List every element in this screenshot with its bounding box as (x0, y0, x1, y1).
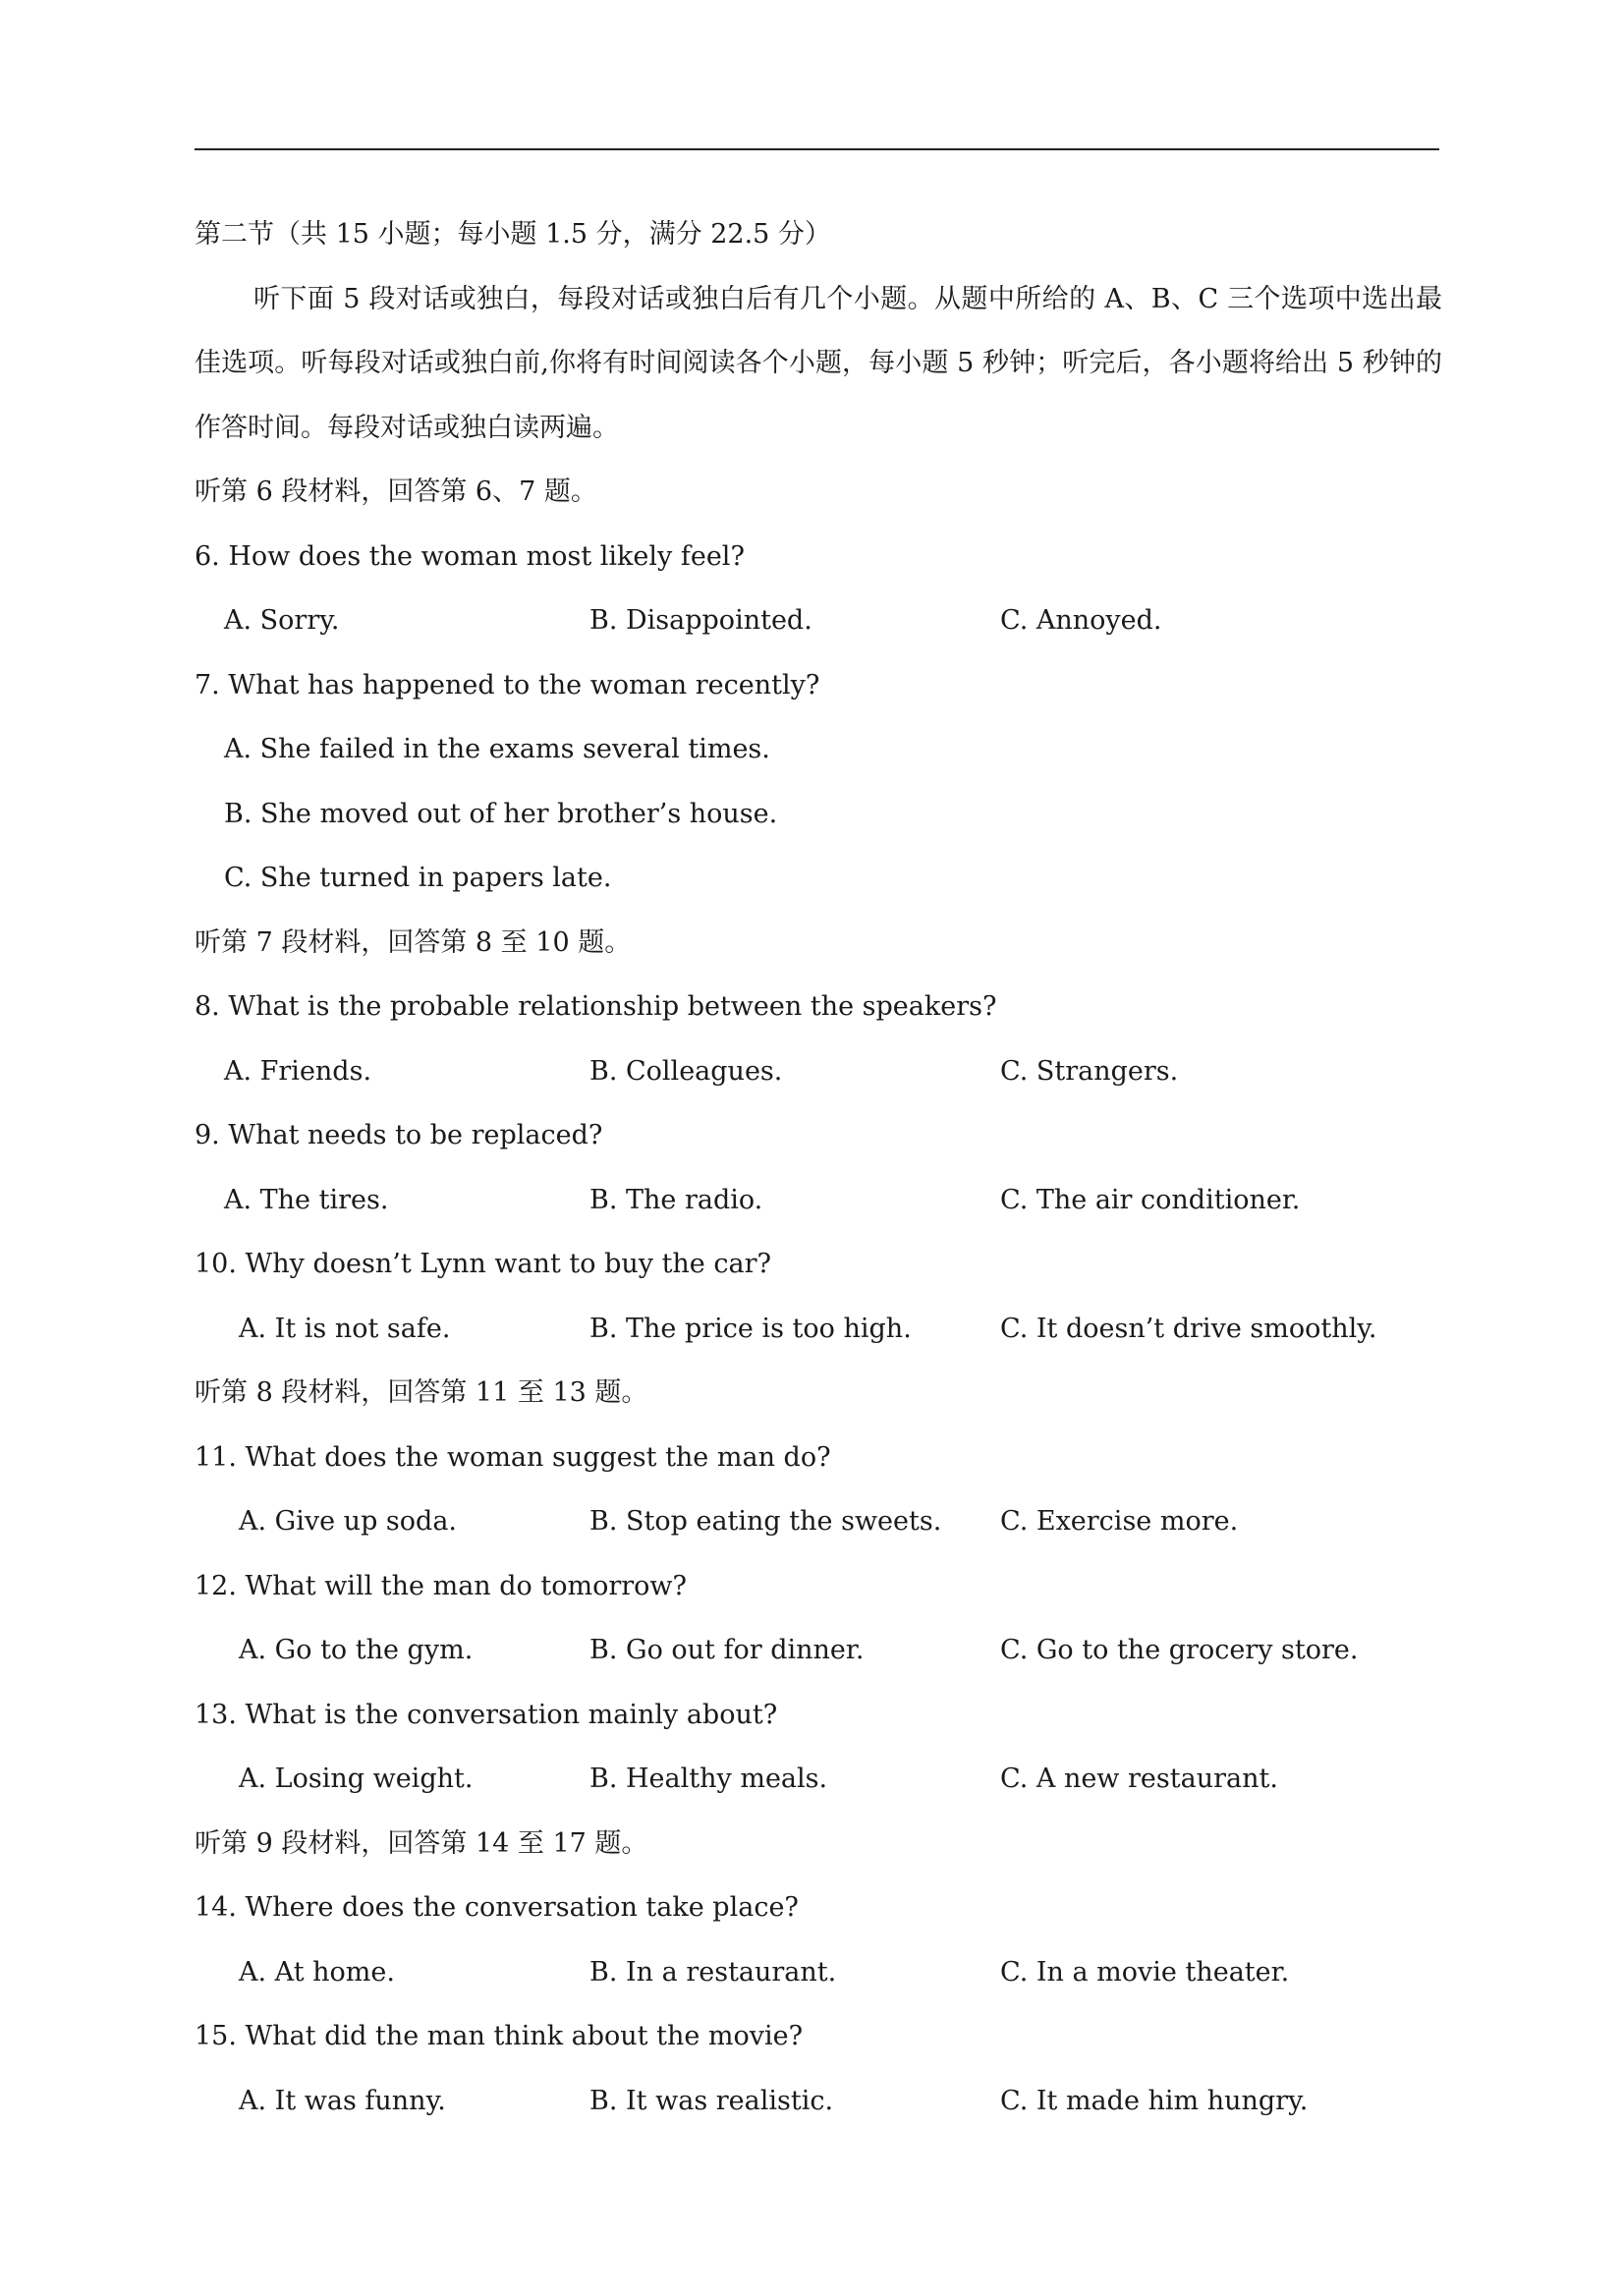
question-options (195, 1489, 1442, 1554)
option-a: A. She failed in the exams several times. (224, 734, 770, 764)
option-b: B. The price is too high. (589, 1313, 912, 1344)
question-stem: 12. What will the man do tomorrow? (195, 1570, 688, 1601)
option-b: B. Healthy meals. (589, 1764, 828, 1794)
option-c: C. A new restaurant. (1000, 1764, 1278, 1794)
question-options (195, 588, 1442, 653)
option-b: B. The radio. (589, 1184, 763, 1215)
option-a: A. Losing weight. (239, 1764, 474, 1794)
option-c: C. Annoyed. (1000, 605, 1162, 636)
option-a: A. At home. (239, 1956, 395, 1988)
group-header: 听第 9 段材料，回答第 14 至 17 题。 (195, 1827, 648, 1859)
option-c: C. In a movie theater. (1000, 1956, 1290, 1988)
group-header: 听第 8 段材料，回答第 11 至 13 题。 (195, 1377, 648, 1408)
question-options (195, 1747, 1442, 1812)
option-c: C. It doesn’t drive smoothly. (1000, 1313, 1377, 1344)
option-a: A. It is not safe. (239, 1313, 451, 1344)
question-options (195, 2069, 1442, 2134)
option-a: A. Sorry. (224, 605, 340, 636)
option-b: B. Colleagues. (589, 1055, 783, 1087)
question-stem: 11. What does the woman suggest the man do? (195, 1441, 831, 1473)
question-options (195, 1618, 1442, 1683)
option-b: B. Stop eating the sweets. (589, 1506, 942, 1537)
listening-section (195, 202, 1442, 2133)
group-header: 听第 7 段材料，回答第 8 至 10 题。 (195, 926, 632, 958)
header-rule (195, 148, 1439, 150)
section-instructions: 听下面 5 段对话或独白，每段对话或独白后有几个小题。从题中所给的 A、B、C 三个选项中选出最佳选项。听每段对话或独白前,你将有时间阅读各个小题，每小题 5 秒钟；听完后，各小题将给出 5 秒钟的作答时间。每段对话或独白读两遍。 (195, 283, 1442, 443)
option-a: A. Friends. (224, 1055, 372, 1087)
option-a: A. Go to the gym. (239, 1635, 474, 1665)
option-a: A. Give up soda. (239, 1506, 458, 1537)
question-stem: 13. What is the conversation mainly about? (195, 1699, 778, 1730)
question-stem: 7. What has happened to the woman recently? (195, 669, 820, 700)
option-c: C. Go to the grocery store. (1000, 1635, 1359, 1665)
option-a: A. The tires. (224, 1184, 389, 1215)
question-stem: 6. How does the woman most likely feel? (195, 540, 745, 572)
option-b: B. She moved out of her brother’s house. (224, 798, 778, 829)
group-header: 听第 6 段材料，回答第 6、7 题。 (195, 476, 597, 507)
question-stem: 10. Why doesn’t Lynn want to buy the car? (195, 1249, 771, 1279)
option-c: C. Exercise more. (1000, 1506, 1239, 1537)
option-b: B. Disappointed. (589, 605, 812, 636)
question-stem: 8. What is the probable relationship between the speakers? (195, 991, 997, 1022)
question-stem: 15. What did the man think about the movie? (195, 2021, 804, 2051)
question-options (195, 1039, 1442, 1104)
option-b: B. It was realistic. (589, 2085, 834, 2116)
question-stem: 9. What needs to be replaced? (195, 1120, 603, 1150)
question-options (195, 1297, 1442, 1362)
option-c: C. Strangers. (1000, 1055, 1179, 1087)
question-options (195, 1940, 1442, 2005)
option-b: B. Go out for dinner. (589, 1635, 865, 1665)
option-c: C. It made him hungry. (1000, 2085, 1309, 2116)
option-c: C. She turned in papers late. (224, 863, 612, 893)
option-a: A. It was funny. (239, 2085, 446, 2116)
question-options (195, 1168, 1442, 1233)
section-title: 第二节（共 15 小题；每小题 1.5 分，满分 22.5 分） (195, 219, 831, 250)
option-b: B. In a restaurant. (589, 1956, 837, 1988)
question-stem: 14. Where does the conversation take place? (195, 1892, 799, 1923)
option-c: C. The air conditioner. (1000, 1184, 1301, 1215)
